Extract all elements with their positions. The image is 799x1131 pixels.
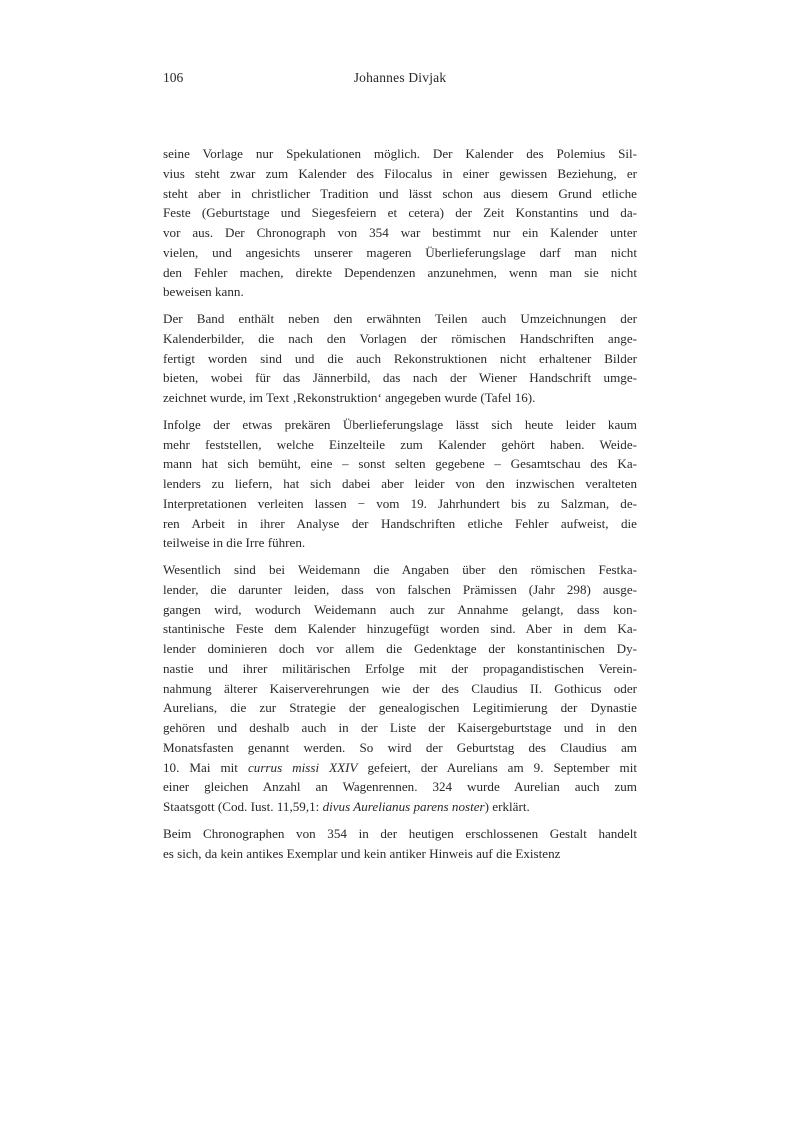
text-segment: ren Arbeit in ihrer Analyse der Handschriften etliche Fehler aufweist, die bbox=[163, 515, 637, 531]
paragraph bbox=[163, 415, 637, 553]
text-line bbox=[163, 435, 637, 455]
text-segment: Beim Chronographen von 354 in der heutigen erschlossenen Gestalt handelt bbox=[163, 825, 637, 841]
text-line bbox=[163, 600, 637, 620]
text-line bbox=[163, 184, 637, 204]
text-segment: lender dominieren doch vor allem die Gedenktage der konstantinischen Dy- bbox=[163, 641, 637, 656]
text-segment: Kalenderbilder, die nach den Vorlagen der römischen Handschriften ange- bbox=[163, 330, 637, 346]
text-line bbox=[163, 203, 637, 223]
text-line bbox=[163, 388, 637, 408]
text-segment: Monatsfasten genannt werden. So wird der Geburtstag des Claudius am bbox=[163, 739, 637, 755]
text-segment: gefeiert, der Aurelians am 9. September mit bbox=[357, 759, 637, 775]
text-segment: es sich, da kein antikes Exemplar und kein antiker Hinweis auf die Existenz bbox=[163, 845, 561, 861]
text-segment: Der Band enthält neben den erwähnten Teilen auch Umzeichnungen der bbox=[163, 311, 637, 326]
body-text bbox=[163, 144, 637, 870]
text-segment: den Fehler machen, direkte Dependenzen anzunehmen, wenn man sie nicht bbox=[163, 264, 637, 280]
text-line bbox=[163, 679, 637, 699]
text-segment: mehr feststellen, welche Einzelteile zum Kalender gehört haben. Weide- bbox=[163, 436, 637, 452]
text-line bbox=[163, 738, 637, 758]
text-line bbox=[163, 368, 637, 388]
text-line bbox=[163, 454, 637, 474]
text-segment: bieten, wobei für das Jännerbild, das nach der Wiener Handschrift umge- bbox=[163, 370, 637, 386]
text-segment: nastie und ihrer militärischen Erfolge mit der propagandistischen Verein- bbox=[163, 660, 637, 676]
text-segment: vor aus. Der Chronograph von 354 war bestimmt nur ein Kalender unter bbox=[163, 225, 637, 240]
text-line bbox=[163, 797, 637, 817]
italic-phrase: currus missi XXIV bbox=[247, 759, 358, 775]
text-line bbox=[163, 494, 637, 514]
text-line bbox=[163, 514, 637, 534]
text-segment: zeichnet wurde, im Text ‚Rekonstruktion‘ angegeben wurde (Tafel 16). bbox=[163, 390, 536, 405]
text-line bbox=[163, 824, 637, 844]
text-segment: ) erklärt. bbox=[484, 799, 530, 814]
text-segment: Staatsgott (Cod. Iust. 11,59,1: bbox=[163, 799, 323, 814]
paragraph bbox=[163, 144, 637, 302]
italic-phrase: divus Aurelianus parens noster bbox=[322, 799, 485, 814]
text-line bbox=[163, 718, 637, 738]
text-segment: steht aber in christlicher Tradition und lässt schon aus diesem Grund etliche bbox=[163, 185, 637, 201]
text-segment: Interpretationen verleiten lassen − vom 19. Jahrhundert bis zu Salzman, de- bbox=[163, 495, 637, 511]
page-number: 106 bbox=[163, 70, 184, 85]
paragraph bbox=[163, 309, 637, 408]
text-segment: Feste (Geburtstage und Siegesfeiern et cetera) der Zeit Konstantins und da- bbox=[163, 205, 637, 221]
text-segment: seine Vorlage nur Spekulationen möglich. Der Kalender des Polemius Sil- bbox=[163, 146, 637, 161]
page-header bbox=[163, 69, 637, 87]
text-line bbox=[163, 144, 637, 164]
text-line bbox=[163, 758, 637, 778]
text-line bbox=[163, 659, 637, 679]
text-segment: lenders zu liefern, hat sich dabei aber leider von den inzwischen veralteten bbox=[163, 476, 637, 491]
text-segment: Aurelians, die zur Strategie der genealogischen Legitimierung der Dynastie bbox=[163, 700, 637, 716]
text-line bbox=[163, 415, 637, 435]
text-line bbox=[163, 777, 637, 797]
text-line bbox=[163, 309, 637, 329]
text-segment: teilweise in die Irre führen. bbox=[163, 535, 306, 551]
text-line bbox=[163, 619, 637, 639]
text-line bbox=[163, 474, 637, 494]
text-segment: gehören und deshalb auch in der Liste der Kaisergeburtstage und in den bbox=[163, 720, 637, 735]
text-segment: Wesentlich sind bei Weidemann die Angaben über den römischen Festka- bbox=[163, 562, 637, 577]
text-segment: Infolge der etwas prekären Überlieferungslage lässt sich heute leider kaum bbox=[163, 416, 637, 432]
text-segment: lender, die darunter leiden, dass von falschen Prämissen (Jahr 298) ausge- bbox=[163, 581, 637, 597]
text-line bbox=[163, 639, 637, 659]
text-segment: nahmung älterer Kaiserverehrungen wie der des Claudius II. Gothicus oder bbox=[163, 680, 637, 696]
paragraph bbox=[163, 824, 637, 864]
text-line bbox=[163, 844, 637, 864]
text-line bbox=[163, 164, 637, 184]
text-line bbox=[163, 698, 637, 718]
text-segment: 10. Mai mit bbox=[163, 759, 248, 775]
text-line bbox=[163, 580, 637, 600]
text-line bbox=[163, 263, 637, 283]
text-line bbox=[163, 282, 637, 302]
text-segment: mann hat sich bemüht, eine – sonst selten gegebene – Gesamtschau des Ka- bbox=[163, 456, 637, 472]
text-line bbox=[163, 533, 637, 553]
text-line bbox=[163, 329, 637, 349]
text-segment: vius steht zwar zum Kalender des Filocalus in einer gewissen Beziehung, er bbox=[163, 165, 637, 181]
paragraph bbox=[163, 560, 637, 817]
text-segment: vielen, und angesichts unserer mageren Überlieferungslage darf man nicht bbox=[163, 244, 637, 260]
text-line bbox=[163, 243, 637, 263]
text-segment: stantinische Feste dem Kalender hinzugefügt worden sind. Aber in dem Ka- bbox=[163, 621, 637, 637]
running-head: Johannes Divjak bbox=[353, 70, 447, 85]
text-line bbox=[163, 560, 637, 580]
text-segment: einer gleichen Anzahl an Wagenrennen. 324 wurde Aurelian auch zum bbox=[163, 779, 637, 795]
text-segment: fertigt worden sind und die auch Rekonstruktionen nicht erhaltener Bilder bbox=[163, 350, 637, 366]
text-segment: gangen wird, wodurch Weidemann auch zur Annahme gelangt, dass kon- bbox=[163, 601, 637, 617]
text-line bbox=[163, 349, 637, 369]
text-line bbox=[163, 223, 637, 243]
text-segment: beweisen kann. bbox=[163, 284, 244, 300]
